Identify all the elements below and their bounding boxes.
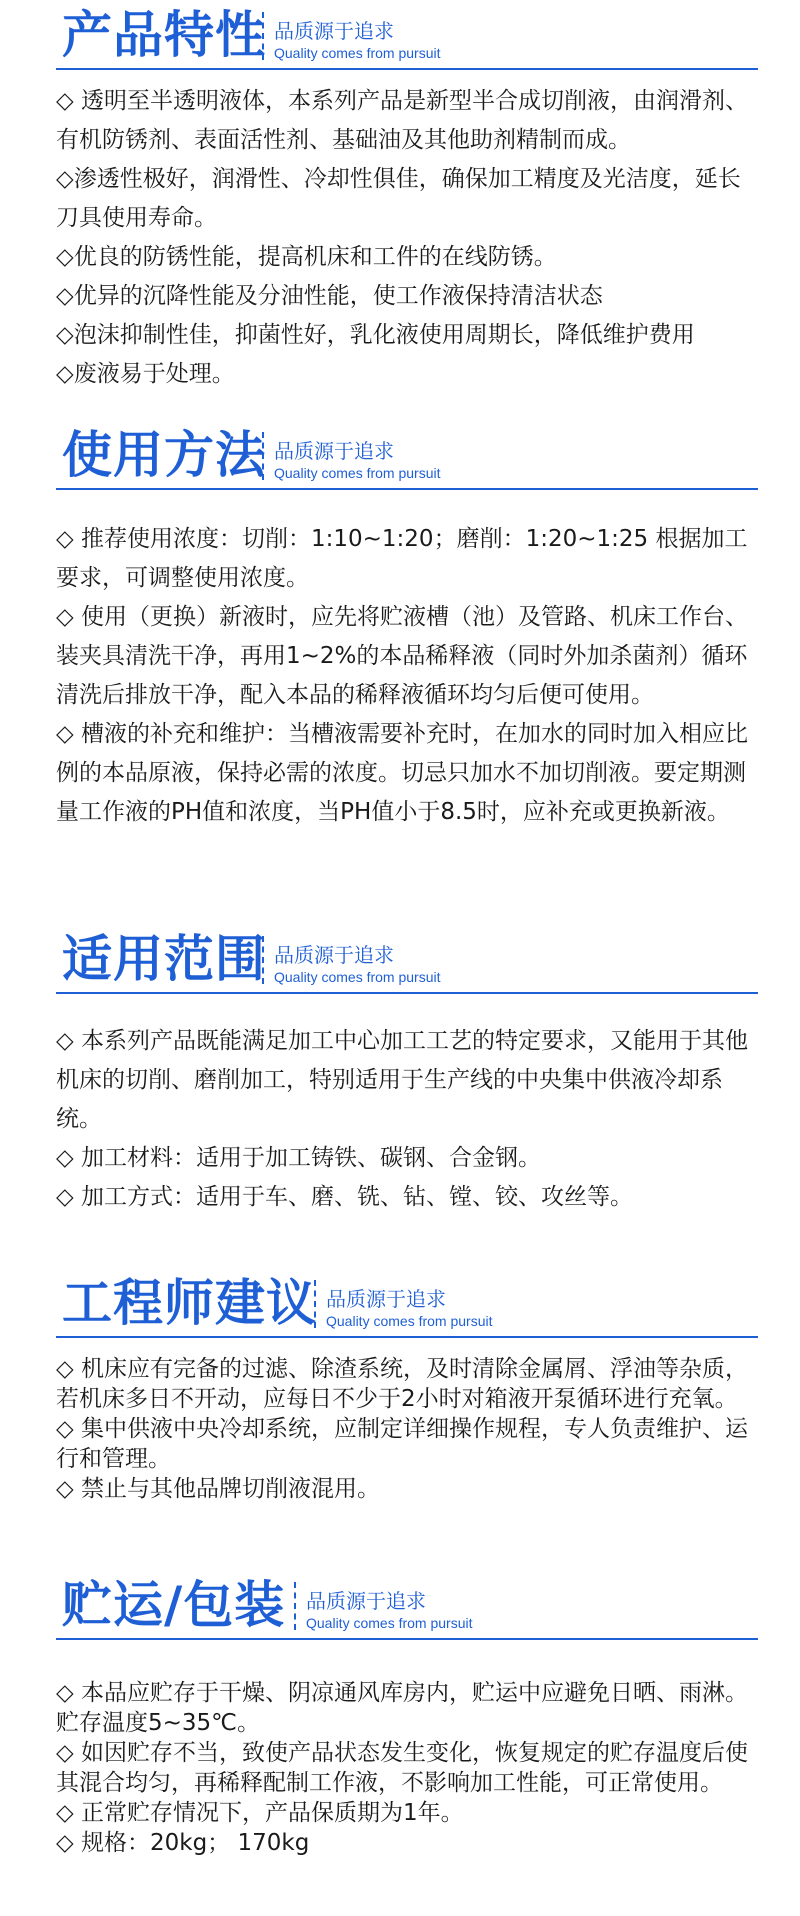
section-product-features bbox=[56, 0, 758, 387]
section-title: 适用范围 bbox=[62, 930, 266, 988]
header-divider bbox=[262, 432, 264, 480]
list-item: ◇ 使用（更换）新液时，应先将贮液槽（池）及管路、机床工作台、装夹具清洗干净，再用1~2%的本品稀释液（同时外加杀菌剂）循环清洗后排放干净，配入本品的稀释液循环均匀后便可使用。 bbox=[56, 604, 748, 708]
section-rule bbox=[56, 68, 758, 70]
tagline-en: Quality comes from pursuit bbox=[326, 1313, 493, 1329]
section-rule bbox=[56, 488, 758, 490]
list-item: ◇ 如因贮存不当，致使产品状态发生变化，恢复规定的贮存温度后使其混合均匀，再稀释配制工作液，不影响加工性能，可正常使用。 bbox=[56, 1740, 748, 1796]
section-title: 贮运/包装 bbox=[62, 1576, 286, 1634]
tagline bbox=[326, 1289, 493, 1328]
list-item: ◇ 规格：20kg； 170kg bbox=[56, 1830, 310, 1856]
list-item: ◇ 本品应贮存于干燥、阴凉通风库房内，贮运中应避免日晒、雨淋。 贮存温度5~35℃。 bbox=[56, 1680, 748, 1736]
section-header bbox=[56, 0, 758, 62]
section-title: 工程师建议 bbox=[62, 1274, 317, 1332]
tagline bbox=[274, 21, 441, 60]
section-body bbox=[56, 1022, 758, 1217]
section-body bbox=[56, 1678, 758, 1858]
header-divider bbox=[314, 1280, 316, 1328]
list-item: ◇优良的防锈性能，提高机床和工件的在线防锈。 bbox=[56, 244, 557, 270]
list-item: ◇ 透明至半透明液体，本系列产品是新型半合成切削液，由润滑剂、有机防锈剂、表面活性剂、基础油及其他助剂精制而成。 bbox=[56, 88, 748, 153]
list-item: ◇ 正常贮存情况下，产品保质期为1年。 bbox=[56, 1800, 464, 1826]
section-title: 产品特性 bbox=[62, 6, 266, 64]
tagline bbox=[274, 945, 441, 984]
section-header bbox=[56, 924, 758, 986]
section-scope bbox=[56, 924, 758, 1210]
tagline-cn: 品质源于追求 bbox=[274, 943, 394, 967]
tagline bbox=[306, 1591, 473, 1630]
list-item: ◇ 加工材料：适用于加工铸铁、碳钢、合金钢。 bbox=[56, 1145, 541, 1171]
section-title: 使用方法 bbox=[62, 426, 266, 484]
section-header bbox=[56, 1268, 758, 1330]
tagline-cn: 品质源于追求 bbox=[306, 1589, 426, 1613]
tagline-en: Quality comes from pursuit bbox=[274, 969, 441, 985]
section-rule bbox=[56, 1336, 758, 1338]
section-body bbox=[56, 520, 758, 832]
tagline-cn: 品质源于追求 bbox=[326, 1287, 446, 1311]
tagline-en: Quality comes from pursuit bbox=[306, 1615, 473, 1631]
section-header bbox=[56, 420, 758, 482]
list-item: ◇泡沫抑制性佳，抑菌性好，乳化液使用周期长，降低维护费用 bbox=[56, 322, 695, 348]
section-header bbox=[56, 1570, 758, 1632]
section-rule bbox=[56, 992, 758, 994]
header-divider bbox=[262, 12, 264, 60]
section-storage-packaging bbox=[56, 1570, 758, 1856]
section-rule bbox=[56, 1638, 758, 1640]
list-item: ◇渗透性极好，润滑性、冷却性俱佳，确保加工精度及光洁度，延长刀具使用寿命。 bbox=[56, 166, 741, 231]
list-item: ◇ 集中供液中央冷却系统，应制定详细操作规程，专人负责维护、运行和管理。 bbox=[56, 1416, 748, 1472]
list-item: ◇ 加工方式：适用于车、磨、铣、钻、镗、铰、攻丝等。 bbox=[56, 1184, 633, 1210]
tagline bbox=[274, 441, 441, 480]
list-item: ◇优异的沉降性能及分油性能，使工作液保持清洁状态 bbox=[56, 283, 603, 309]
section-body bbox=[56, 82, 758, 394]
section-usage bbox=[56, 420, 758, 825]
tagline-cn: 品质源于追求 bbox=[274, 439, 394, 463]
list-item: ◇ 机床应有完备的过滤、除渣系统，及时清除金属屑、浮油等杂质，若机床多日不开动，应每日不少于2小时对箱液开泵循环进行充氧。 bbox=[56, 1356, 748, 1412]
list-item: ◇ 本系列产品既能满足加工中心加工工艺的特定要求，又能用于其他机床的切削、磨削加工，特别适用于生产线的中央集中供液冷却系统。 bbox=[56, 1028, 748, 1132]
list-item: ◇ 推荐使用浓度：切削：1:10~1:20；磨削：1:20~1:25 根据加工要求，可调整使用浓度。 bbox=[56, 526, 748, 591]
list-item: ◇废液易于处理。 bbox=[56, 361, 235, 387]
tagline-cn: 品质源于追求 bbox=[274, 19, 394, 43]
header-divider bbox=[294, 1582, 296, 1630]
tagline-en: Quality comes from pursuit bbox=[274, 465, 441, 481]
header-divider bbox=[262, 936, 264, 984]
list-item: ◇ 槽液的补充和维护：当槽液需要补充时，在加水的同时加入相应比例的本品原液，保持必需的浓度。切忌只加水不加切削液。要定期测量工作液的PH值和浓度，当PH值小于8.5时，应补充或更换新液。 bbox=[56, 721, 748, 825]
tagline-en: Quality comes from pursuit bbox=[274, 45, 441, 61]
section-engineer-advice bbox=[56, 1268, 758, 1502]
list-item: ◇ 禁止与其他品牌切削液混用。 bbox=[56, 1476, 380, 1502]
section-body bbox=[56, 1354, 758, 1504]
